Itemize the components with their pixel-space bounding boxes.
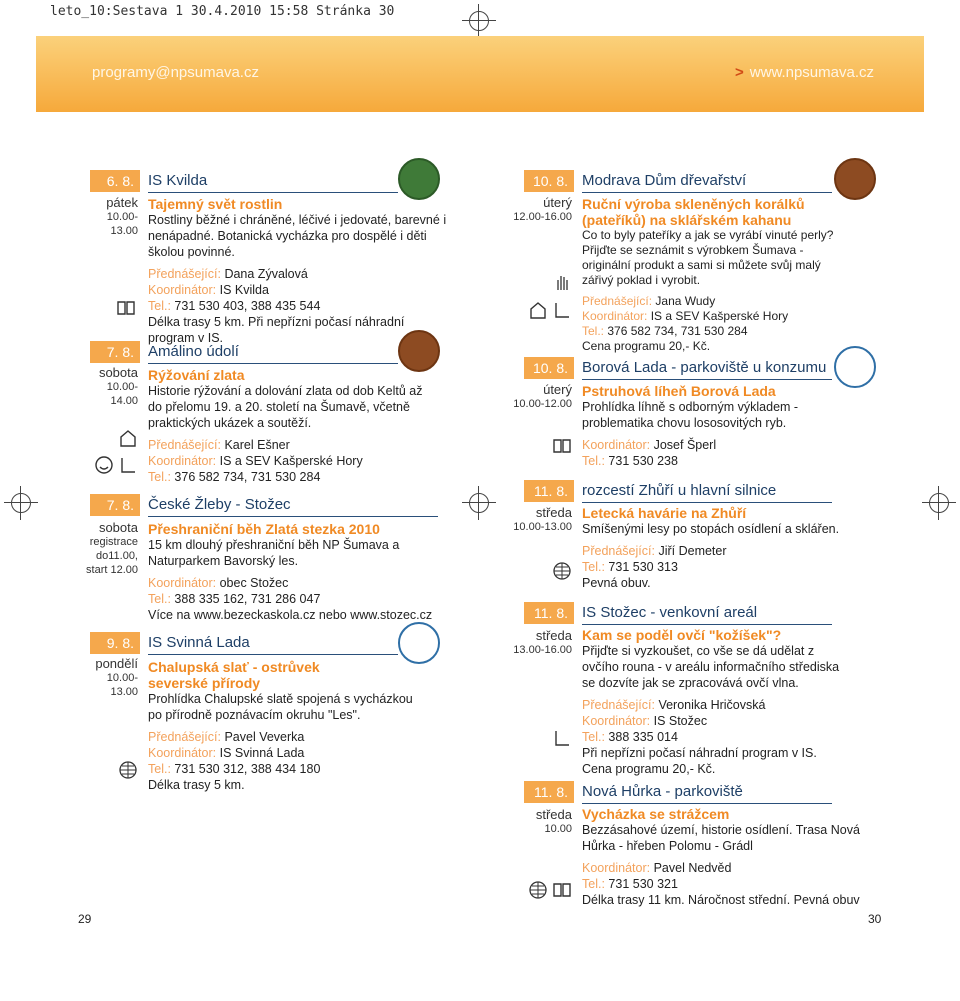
event-heading: Přeshraniční běh Zlatá stezka 2010 <box>148 521 380 537</box>
event-content <box>582 196 852 354</box>
lecturer: Veronika Hričovská <box>658 698 766 712</box>
event-heading: Rýžování zlata <box>148 367 245 383</box>
event-time-line: start 12.00 <box>86 564 138 576</box>
event-meta <box>512 506 572 534</box>
event-place: Amálino údolí <box>148 341 398 364</box>
event-date: 11. 8. <box>524 480 574 502</box>
event-meta <box>80 196 138 238</box>
event-place: Borová Lada - parkoviště u konzumu <box>582 357 832 380</box>
book-icon <box>116 298 136 318</box>
event-day: sobota <box>98 365 138 380</box>
stroller-icon <box>552 300 572 320</box>
event-time: 12.00-16.00 <box>513 211 572 223</box>
tel: 731 530 312, 388 434 180 <box>174 762 321 776</box>
event-heading: Letecká havárie na Zhůří <box>582 505 747 521</box>
event-content <box>582 806 862 908</box>
tel: 731 530 403, 388 435 544 <box>174 299 321 313</box>
coord-label: Koordinátor: <box>582 861 651 875</box>
tel: 731 530 313 <box>608 560 678 574</box>
house-icon <box>528 300 548 320</box>
web-arrow: > <box>735 64 744 81</box>
coordinator: IS Stožec <box>653 714 708 728</box>
event-heading: Tajemný svět rostlin <box>148 196 283 212</box>
event-date: 7. 8. <box>90 341 140 363</box>
coord-label: Koordinátor: <box>582 309 648 323</box>
event-place: IS Stožec - venkovní areál <box>582 602 832 625</box>
event-content <box>148 659 428 793</box>
hand-icon <box>552 272 572 292</box>
event-content <box>582 383 852 469</box>
event-description: Bezzásahové území, historie osídlení. Trasa Nová Hůrka - hřeben Polomu - Grádl <box>582 823 860 853</box>
lecturer-label: Přednášející: <box>582 294 653 308</box>
event-day: středa <box>535 505 572 520</box>
stroller-icon <box>118 455 138 475</box>
event-date: 10. 8. <box>524 170 574 192</box>
event-content <box>582 505 852 591</box>
book-icon <box>552 436 572 456</box>
coord-label: Koordinátor: <box>148 746 217 760</box>
registration-mark <box>4 486 38 520</box>
event-time: 13.00-16.00 <box>513 644 572 656</box>
tel-label: Tel.: <box>148 592 171 606</box>
water-badge-icon <box>398 622 440 664</box>
lecturer-label: Přednášející: <box>582 698 655 712</box>
print-header: leto_10:Sestava 1 30.4.2010 15:58 Stránka 30 <box>50 4 395 19</box>
event-date: 9. 8. <box>90 632 140 654</box>
registration-mark <box>922 486 956 520</box>
event-description: Prohlídka Chalupské slatě spojená s vycházkou po přírodně poznávacím okruhu "Les". <box>148 692 413 722</box>
event-date: 11. 8. <box>524 781 574 803</box>
event-description: Smíšenými lesy po stopách osídlení a sklářen. <box>582 522 840 536</box>
event-content <box>148 521 438 623</box>
registration-mark <box>462 4 496 38</box>
web-link[interactable] <box>735 64 874 81</box>
event-time: 10.00-13.00 <box>106 672 138 698</box>
tel-label: Tel.: <box>148 470 171 484</box>
event-description: Historie rýžování a dolování zlata od dob Keltů až do přelomu 19. a 20. století na Šumavě, včetně praktických ukázek a soutěží. <box>148 384 423 430</box>
smile-icon <box>94 455 114 475</box>
coordinator: obec Stožec <box>219 576 289 590</box>
coord-label: Koordinátor: <box>582 438 651 452</box>
water-badge-icon <box>834 346 876 388</box>
lecturer-label: Přednášející: <box>148 438 221 452</box>
tel: 388 335 162, 731 286 047 <box>174 592 321 606</box>
event-place: IS Svinná Lada <box>148 632 398 655</box>
tel-label: Tel.: <box>582 454 605 468</box>
coordinator: IS Kvilda <box>219 283 269 297</box>
event-date: 7. 8. <box>90 494 140 516</box>
lecturer: Jiří Demeter <box>658 544 727 558</box>
event-day: středa <box>535 807 572 822</box>
coordinator: IS a SEV Kašperské Hory <box>219 454 363 468</box>
event-meta <box>512 383 572 411</box>
house-badge-icon <box>834 158 876 200</box>
coordinator: IS a SEV Kašperské Hory <box>650 309 789 323</box>
event-heading: Pstruhová líheň Borová Lada <box>582 383 776 399</box>
event-day: úterý <box>543 195 572 210</box>
event-extra: Délka trasy 11 km. Náročnost střední. Pevná obuv <box>582 893 860 907</box>
event-day: sobota <box>98 520 138 535</box>
tel-label: Tel.: <box>582 877 605 891</box>
web-url: www.npsumava.cz <box>749 64 874 81</box>
email-link[interactable]: programy@npsumava.cz <box>92 64 259 81</box>
header-band <box>36 36 924 112</box>
event-description: Přijďte si vyzkoušet, co vše se dá udělat z ovčího rouna - v areálu informačního střediska se dozvíte jak se zpracovává ovčí vlna. <box>582 644 840 690</box>
tel-label: Tel.: <box>582 560 605 574</box>
lecturer: Karel Ešner <box>224 438 290 452</box>
event-day: středa <box>535 628 572 643</box>
event-date: 10. 8. <box>524 357 574 379</box>
event-description: Prohlídka líhně s odborným výkladem - problematika chovu lososovitých ryb. <box>582 400 799 430</box>
tel: 731 530 321 <box>608 877 678 891</box>
globe-icon <box>528 880 548 900</box>
coordinator: Josef Šperl <box>653 438 717 452</box>
event-extra: Pevná obuv. <box>582 576 651 590</box>
event-place: Modrava Dům dřevařství <box>582 170 832 193</box>
event-heading: Ruční výroba skleněných korálků (pateříků) na sklářském kahanu <box>582 196 805 228</box>
event-meta <box>512 629 572 657</box>
event-heading: Chalupská slať - ostrůvek severské přírody <box>148 659 320 691</box>
event-time: 10.00-13.00 <box>106 211 138 237</box>
event-extra[interactable]: Více na www.bezeckaskola.cz nebo www.stozec.cz <box>148 608 433 622</box>
lecturer-label: Přednášející: <box>148 267 221 281</box>
page-number-left: 29 <box>78 912 92 926</box>
lecturer: Jana Wudy <box>655 294 716 308</box>
event-time-line: registrace <box>89 536 138 548</box>
coordinator: Pavel Nedvěd <box>653 861 732 875</box>
event-meta <box>512 808 572 836</box>
event-extra: Délka trasy 5 km. Při nepřízni počasí náhradní program v IS. <box>148 315 405 345</box>
event-meta <box>80 366 138 408</box>
book-icon <box>552 880 572 900</box>
event-date: 6. 8. <box>90 170 140 192</box>
event-meta <box>80 657 138 699</box>
event-meta <box>512 196 572 224</box>
event-description: Co to byly pateříky a jak se vyrábí vinuté perly? Přijďte se seznámit s výrobkem Šumava - originální produkt a sami si můžete svůj malý zářivý poklad i vyrobit. <box>582 228 834 287</box>
event-time-line: do11.00, <box>95 550 138 562</box>
house-icon <box>118 428 138 448</box>
event-time: 10.00-14.00 <box>106 381 138 407</box>
coord-label: Koordinátor: <box>582 714 651 728</box>
globe-icon <box>118 760 138 780</box>
tel: 731 530 238 <box>608 454 678 468</box>
event-description: Rostliny běžné i chráněné, léčivé i jedovaté, barevné i nenápadné. Botanická vycházka pro dospělé i děti školou povinné. <box>148 213 447 259</box>
event-date: 11. 8. <box>524 602 574 624</box>
coord-label: Koordinátor: <box>148 454 217 468</box>
event-content <box>148 196 448 346</box>
event-place: IS Kvilda <box>148 170 398 193</box>
event-day: úterý <box>543 382 572 397</box>
tel-label: Tel.: <box>582 324 605 338</box>
event-extra: Délka trasy 5 km. <box>148 778 245 792</box>
event-day: pondělí <box>95 656 138 671</box>
tel: 376 582 734, 731 530 284 <box>607 324 748 338</box>
house-badge-icon <box>398 330 440 372</box>
event-content <box>582 627 852 777</box>
event-heading: Kam se poděl ovčí "kožíšek"? <box>582 627 782 643</box>
tel-label: Tel.: <box>148 762 171 776</box>
forest-badge-icon <box>398 158 440 200</box>
page-number-right: 30 <box>868 912 882 926</box>
coord-label: Koordinátor: <box>148 283 217 297</box>
event-extra: Cena programu 20,- Kč. <box>582 762 716 776</box>
event-meta <box>76 521 138 577</box>
coordinator: IS Svinná Lada <box>219 746 305 760</box>
event-extra: Při nepřízni počasí náhradní program v IS. <box>582 746 817 760</box>
globe-icon <box>552 561 572 581</box>
lecturer: Dana Zývalová <box>224 267 308 281</box>
event-day: pátek <box>106 195 138 210</box>
event-heading: Vycházka se strážcem <box>582 806 730 822</box>
event-time: 10.00-13.00 <box>513 521 572 533</box>
registration-mark <box>462 486 496 520</box>
event-place: rozcestí Zhůří u hlavní silnice <box>582 480 832 503</box>
event-place: České Žleby - Stožec <box>148 494 438 517</box>
event-description: 15 km dlouhý přeshraniční běh NP Šumava a Naturparkem Bavorský les. <box>148 538 400 568</box>
coord-label: Koordinátor: <box>148 576 217 590</box>
lecturer: Pavel Veverka <box>224 730 305 744</box>
tel: 388 335 014 <box>608 730 678 744</box>
event-extra: Cena programu 20,- Kč. <box>582 339 711 353</box>
event-content <box>148 367 428 485</box>
tel: 376 582 734, 731 530 284 <box>174 470 321 484</box>
stroller-icon <box>552 728 572 748</box>
lecturer-label: Přednášející: <box>582 544 655 558</box>
tel-label: Tel.: <box>148 299 171 313</box>
tel-label: Tel.: <box>582 730 605 744</box>
event-time: 10.00-12.00 <box>513 398 572 410</box>
event-place: Nová Hůrka - parkoviště <box>582 781 832 804</box>
event-time: 10.00 <box>544 823 572 835</box>
lecturer-label: Přednášející: <box>148 730 221 744</box>
